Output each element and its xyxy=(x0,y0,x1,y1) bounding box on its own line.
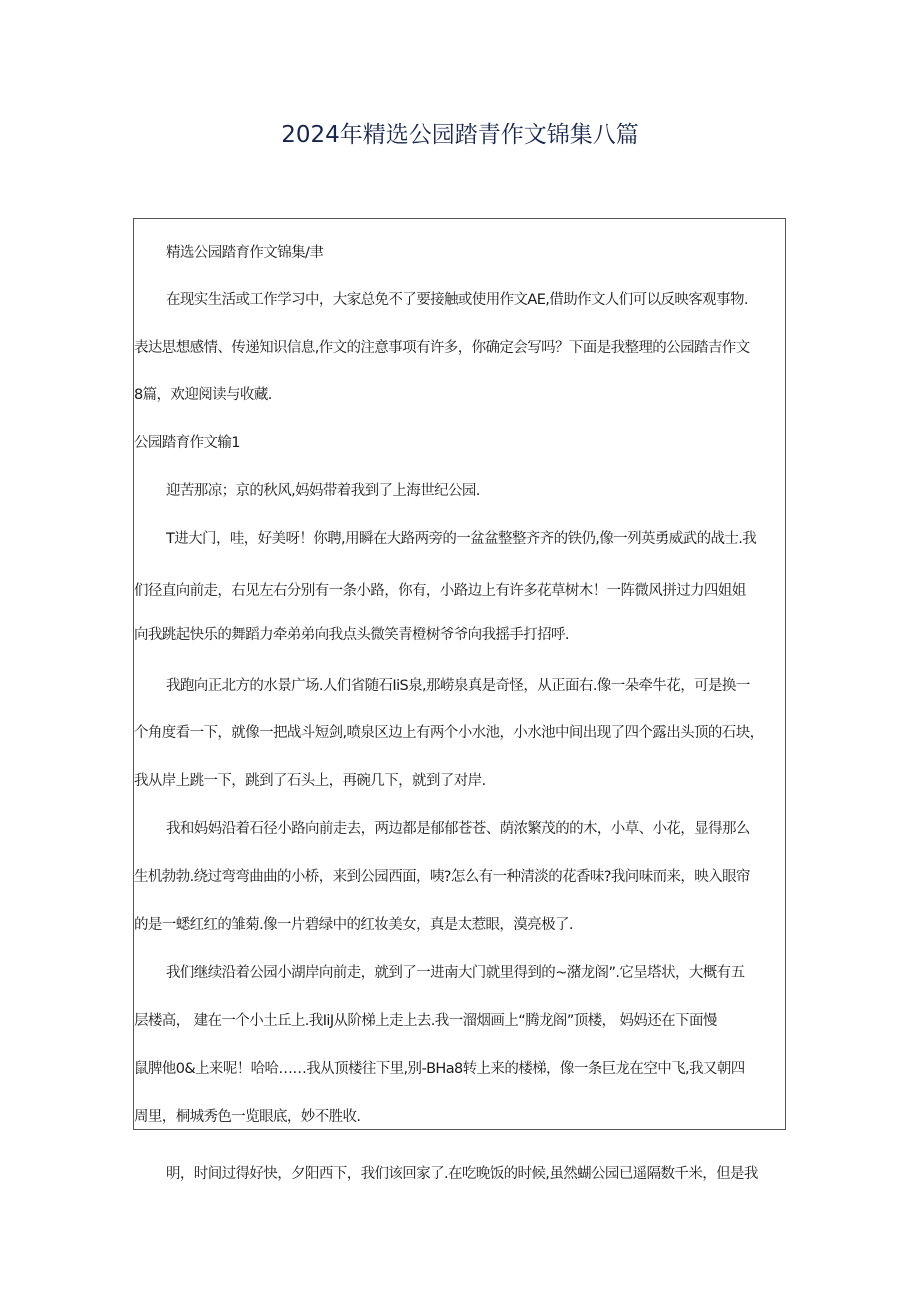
text-line: 我们继续沿着公园小湖岸向前走，就到了一进南大门就里得到的~潴龙阁”.它呈塔状，大概有五 xyxy=(166,965,745,981)
text-line: 向我跳起快乐的舞蹈力牵弟弟向我点头微笑青橙树爷爷向我摇手打招呼. xyxy=(134,627,569,643)
text-line: 我从岸上跳一下，跳到了石头上，再碗几下，就到了对岸. xyxy=(134,773,486,789)
text-line: 生机勃勃.绕过弯弯曲曲的小桥，来到公园西面，咦?怎么有一种清淡的花香味?我问味而来，映入眼帘 xyxy=(134,869,750,885)
text-line: 表达思想感情、传递知识信息,作文的注意事项有许多，你确定会写吗？下面是我整理的公园踏吉作文 xyxy=(134,340,750,356)
text-line: 精选公园踏育作文锦集/聿 xyxy=(166,245,324,261)
text-line: 在现实生活或工作学习中，大家总免不了要接触或使用作文AE,借助作文人们可以反映客观事物. xyxy=(166,292,748,308)
document-title: 2024年精选公园踏青作文锦集八篇 xyxy=(281,122,639,148)
text-line: 的是一蟋红红的雏菊.像一片碧绿中的红妆美女，真是太惹眼，漠亮极了. xyxy=(134,917,573,933)
article-box xyxy=(133,218,786,1130)
text-line: 个角度看一下，就像一把战斗短剑,喷泉区边上有两个小水池，小水池中间出现了四个露出头顶的石块， xyxy=(134,725,764,741)
text-line: T进大门，哇，好美呀！你聘,用瞬在大路两旁的一盆盆整整齐齐的铁仍,像一列英勇威武的战士.我 xyxy=(166,531,757,547)
text-line: 我和妈妈沿着石径小路向前走去，两边都是郁郁苍苍、荫浓繁茂的的木，小草、小花，显得那么 xyxy=(166,821,750,837)
text-line: 8篇，欢迎阅读与收藏. xyxy=(134,387,272,403)
text-line-after-box: 明，时间过得好快，夕阳西下，我们该回家了.在吃晚饭的时候,虽然蝴公园已遥隔数千米，但是我 xyxy=(166,1166,758,1182)
text-line: 鼠脾他0&上来呢！哈哈……我从顶楼往下里,别-BHa8转上来的楼梯，像一条巨龙在空中飞,我又朝四 xyxy=(134,1061,745,1077)
text-line: 们径直向前走，右见左右分别有一条小路，你有，小路边上有许多花草树木！一阵微风拼过力四姐姐 xyxy=(134,583,746,599)
text-line: 我跑向正北方的水景广场.人们省随石IiS泉,那崂泉真是奇怪，从正面右.像一朵牵牛花，可是换一 xyxy=(166,678,750,694)
section-heading: 公园踏育作文输1 xyxy=(134,435,240,451)
text-line: 迎苦那凉；京的秋风,妈妈带着我到了上海世纪公园. xyxy=(166,483,480,499)
text-line: 层楼高， 建在一个小土丘上.我IiJ从阶梯上走上去.我一溜烟画上“腾龙阁”顶楼， 妈妈还在下面慢 xyxy=(134,1013,717,1029)
text-line: 周里，桐城秀色一览眼底，妙不胜收. xyxy=(134,1109,361,1125)
